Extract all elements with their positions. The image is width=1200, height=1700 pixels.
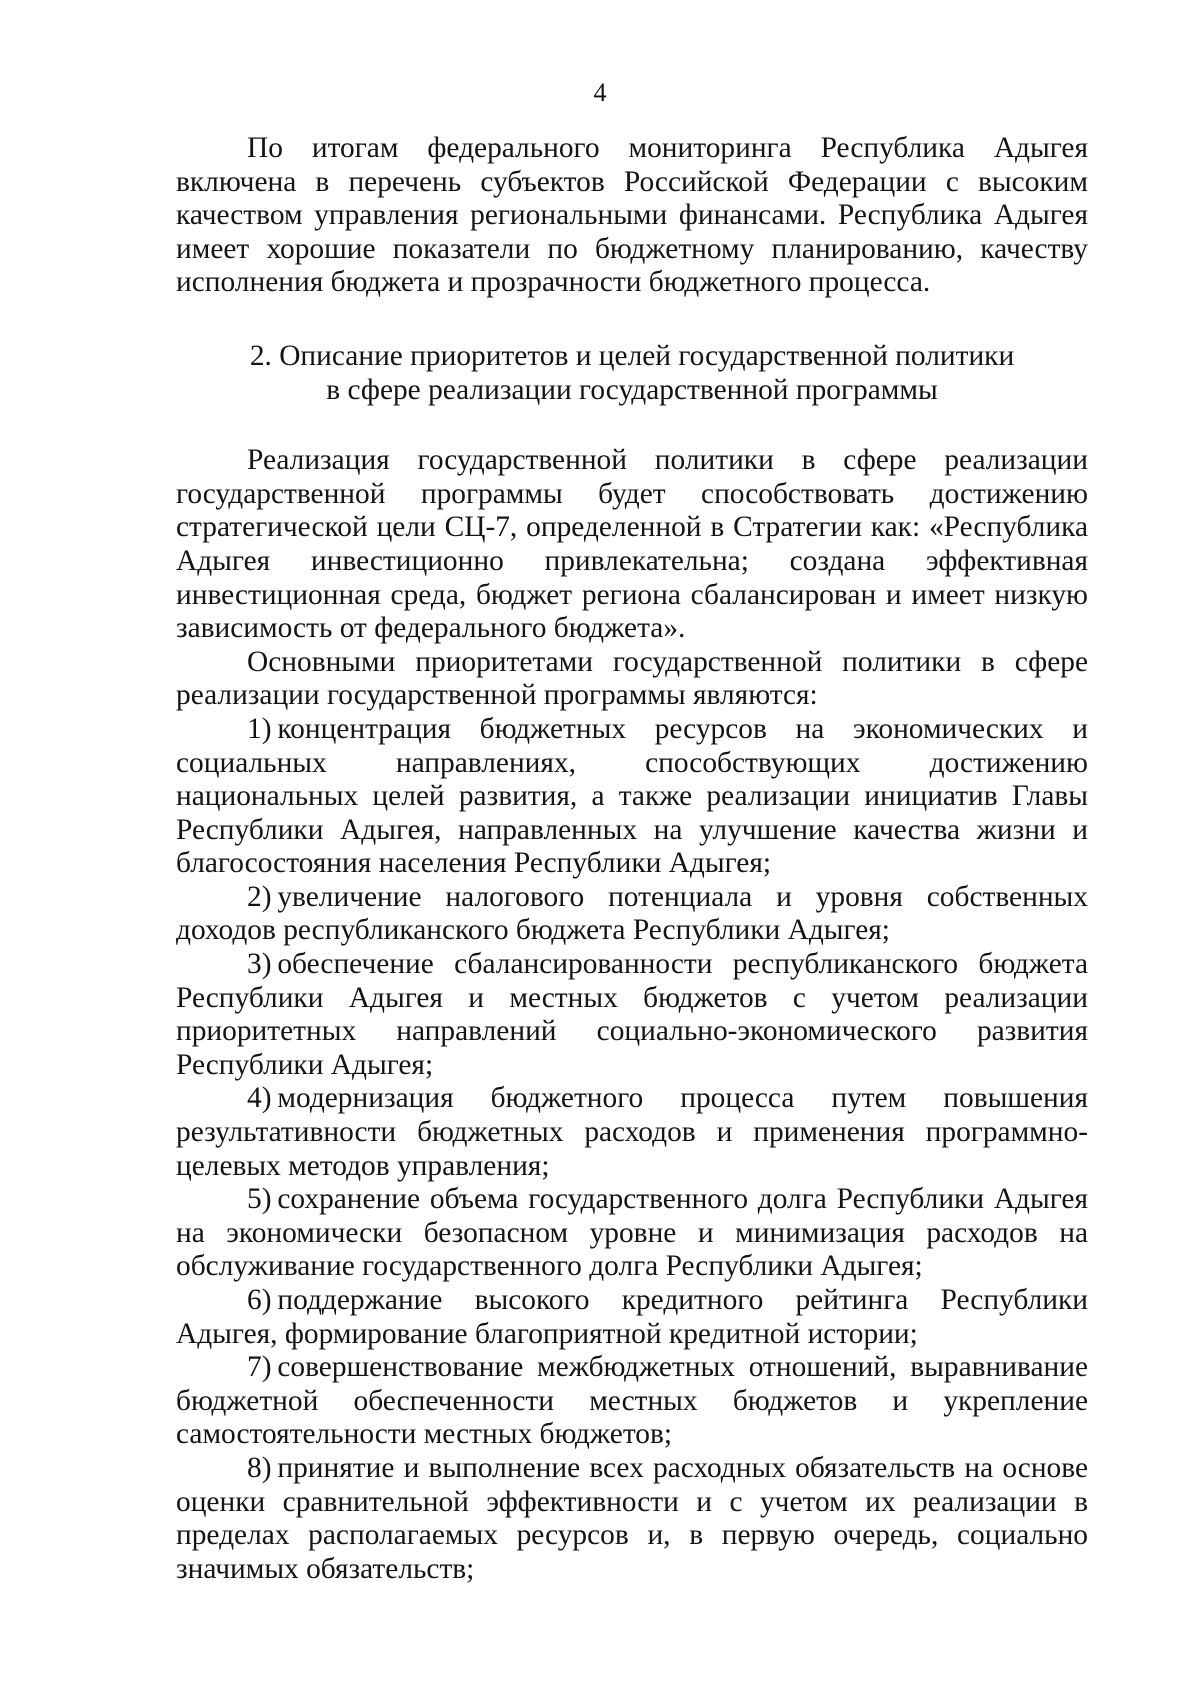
paragraph-strategy: Реализация государственной политики в сфере реализации государственной программы будет способствовать достижению стратегической цели СЦ-7, определенной в Стратегии как: «Республика Адыгея инвестиционно привлекательна; создана эффективная инвестиционная среда, бюджет региона сбалансирован и имеет низкую зависимость от федерального бюджета». bbox=[176, 444, 1088, 645]
priority-item-5: 5) сохранение объема государственного долга Республики Адыгея на экономически безопасном уровне и минимизация расходов на обслуживание государственного долга Республики Адыгея; bbox=[176, 1183, 1088, 1283]
paragraph-priorities-intro: Основными приоритетами государственной политики в сфере реализации государственной программы являются: bbox=[176, 645, 1088, 712]
priority-item-8: 8) принятие и выполнение всех расходных обязательств на основе оценки сравнительной эффективности и с учетом их реализации в пределах располагаемых ресурсов и, в первую очередь, социально значимых обязательств; bbox=[176, 1451, 1088, 1585]
page-number: 4 bbox=[593, 78, 607, 107]
priority-item-7: 7) совершенствование межбюджетных отношений, выравнивание бюджетной обеспеченности местных бюджетов и укрепление самостоятельности местных бюджетов; bbox=[176, 1351, 1088, 1451]
document-body bbox=[176, 132, 1088, 1586]
priority-item-2: 2) увеличение налогового потенциала и уровня собственных доходов республиканского бюджета Республики Адыгея; bbox=[176, 880, 1088, 947]
section-heading bbox=[176, 340, 1088, 407]
intro-paragraph: По итогам федерального мониторинга Республика Адыгея включена в перечень субъектов Российской Федерации с высоким качеством управления региональными финансами. Республика Адыгея имеет хорошие показатели по бюджетному планированию, качеству исполнения бюджета и прозрачности бюджетного процесса. bbox=[176, 132, 1088, 299]
priority-item-1: 1) концентрация бюджетных ресурсов на экономических и социальных направлениях, способствующих достижению национальных целей развития, а также реализации инициатив Главы Республики Адыгея, направленных на улучшение качества жизни и благосостояния населения Республики Адыгея; bbox=[176, 712, 1088, 880]
section-heading-line-1: 2. Описание приоритетов и целей государственной политики bbox=[249, 339, 1015, 372]
priority-item-4: 4) модернизация бюджетного процесса путем повышения результативности бюджетных расходов и применения программно-целевых методов управления; bbox=[176, 1082, 1088, 1182]
section-heading-line-2: в сфере реализации государственной программы bbox=[326, 373, 938, 406]
priority-item-3: 3) обеспечение сбалансированности республиканского бюджета Республики Адыгея и местных бюджетов с учетом реализации приоритетных направлений социально-экономического развития Республики Адыгея; bbox=[176, 948, 1088, 1081]
priority-item-6: 6) поддержание высокого кредитного рейтинга Республики Адыгея, формирование благоприятной кредитной истории; bbox=[176, 1284, 1088, 1350]
